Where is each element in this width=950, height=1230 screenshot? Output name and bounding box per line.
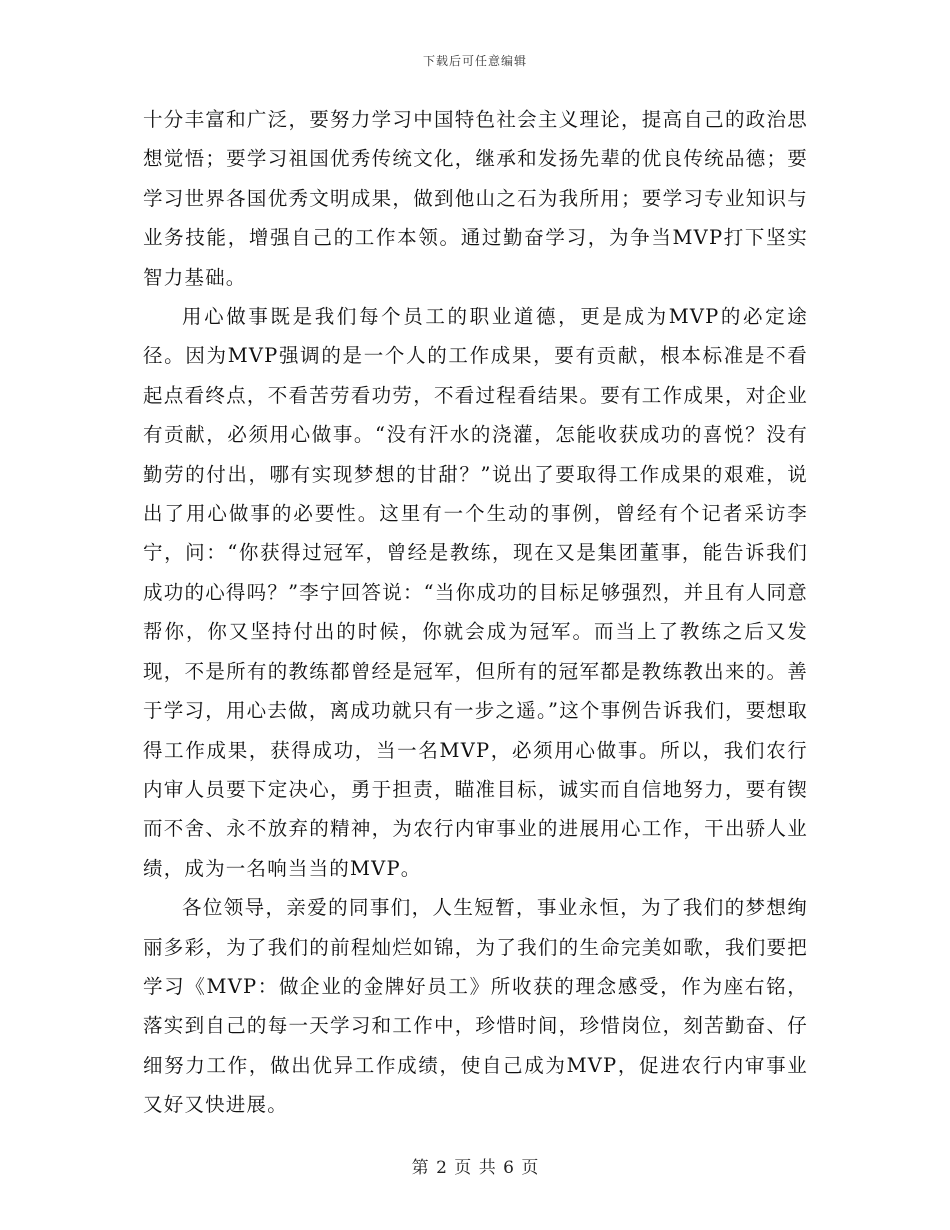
page-header: 下载后可任意编辑	[422, 54, 527, 68]
document-body	[143, 100, 808, 1125]
paragraph-2: 用心做事既是我们每个员工的职业道德，更是成为MVP的必定途径。因为MVP强调的是一个人的工作成果，要有贡献，根本标准是不看起点看终点，不看苦劳看功劳，不看过程看结果。要有工作成果，对企业有贡献，必须用心做事。“没有汗水的浇灌，怎能收获成功的喜悦？没有勤劳的付出，哪有实现梦想的甘甜？”说出了要取得工作成果的艰难，说出了用心做事的必要性。这里有一个生动的事例，曾经有个记者采访李宁，问：“你获得过冠军，曾经是教练，现在又是集团董事，能告诉我们成功的心得吗？”李宁回答说：“当你成功的目标足够强烈，并且有人同意帮你，你又坚持付出的时候，你就会成为冠军。而当上了教练之后又发现，不是所有的教练都曾经是冠军，但所有的冠军都是教练教出来的。善于学习，用心去做，离成功就只有一步之遥。”这个事例告诉我们，要想取得工作成果，获得成功，当一名MVP，必须用心做事。所以，我们农行内审人员要下定决心，勇于担责，瞄准目标，诚实而自信地努力，要有锲而不舍、永不放弃的精神，为农行内审事业的进展用心工作，干出骄人业绩，成为一名响当当的MVP。	[143, 305, 808, 880]
paragraph-1: 十分丰富和广泛，要努力学习中国特色社会主义理论，提高自己的政治思想觉悟；要学习祖国优秀传统文化，继承和发扬先辈的优良传统品德；要学习世界各国优秀文明成果，做到他山之石为我所用；要学习专业知识与业务技能，增强自己的工作本领。通过勤奋学习，为争当MVP打下坚实智力基础。	[143, 108, 808, 289]
paragraph-3: 各位领导，亲爱的同事们，人生短暂，事业永恒，为了我们的梦想绚丽多彩，为了我们的前程灿烂如锦，为了我们的生命完美如歌，我们要把学习《MVP：做企业的金牌好员工》所收获的理念感受，作为座右铭，落实到自己的每一天学习和工作中，珍惜时间，珍惜岗位，刻苦勤奋、仔细努力工作，做出优异工作成绩，使自己成为MVP，促进农行内审事业又好又快进展。	[143, 896, 808, 1117]
page-number-footer: 第 2 页 共 6 页	[411, 1158, 539, 1178]
